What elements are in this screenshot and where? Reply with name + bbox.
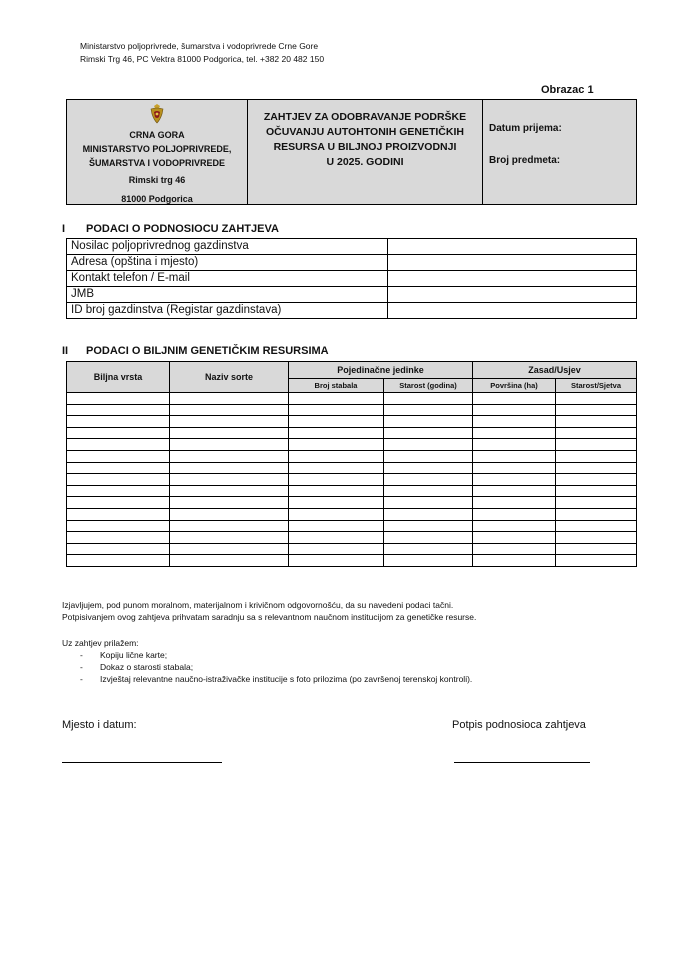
table-row: [67, 520, 637, 532]
table-cell[interactable]: [556, 485, 637, 497]
form-number: Obrazac 1: [541, 84, 594, 96]
form-header-box: [66, 99, 637, 205]
table-cell[interactable]: [67, 532, 170, 544]
declaration-line: Izjavljujem, pod punom moralnom, materijalnom i krivičnom odgovornošću, da su navedeni podaci tačni.: [62, 600, 454, 610]
attachments: [62, 637, 472, 685]
col-area-header: Površina (ha): [473, 379, 556, 393]
table-cell[interactable]: [67, 462, 170, 474]
table-cell[interactable]: [384, 543, 473, 555]
table-cell[interactable]: [556, 497, 637, 509]
table-cell[interactable]: [473, 474, 556, 486]
table-cell[interactable]: [473, 416, 556, 428]
table-cell[interactable]: [170, 393, 289, 405]
table-cell[interactable]: [67, 427, 170, 439]
field-value-cell[interactable]: [388, 255, 637, 271]
table-cell[interactable]: [384, 462, 473, 474]
section-title: PODACI O BILJNIM GENETIČKIM RESURSIMA: [86, 345, 329, 357]
table-row: [67, 485, 637, 497]
table-cell[interactable]: [289, 439, 384, 451]
table-cell[interactable]: [170, 485, 289, 497]
field-label: Nosilac poljoprivrednog gazdinstva: [67, 239, 388, 255]
table-cell[interactable]: [289, 427, 384, 439]
form-title: [248, 100, 483, 204]
table-cell[interactable]: [556, 439, 637, 451]
table-cell[interactable]: [170, 474, 289, 486]
table-cell[interactable]: [67, 543, 170, 555]
institution-city: 81000 Podgorica: [121, 194, 193, 204]
table-cell[interactable]: [289, 508, 384, 520]
field-value-cell[interactable]: [388, 239, 637, 255]
table-cell[interactable]: [556, 520, 637, 532]
table-cell[interactable]: [556, 393, 637, 405]
table-cell[interactable]: [67, 485, 170, 497]
table-row: [67, 393, 637, 405]
attachment-text: Izvještaj relevantne naučno-istraživačke institucije s foto prilozima (po završenoj terenskoj kontroli).: [100, 674, 473, 684]
field-label: Kontakt telefon / E-mail: [67, 271, 388, 287]
field-label: ID broj gazdinstva (Registar gazdinstava): [67, 303, 388, 319]
table-cell[interactable]: [289, 532, 384, 544]
table-cell[interactable]: [170, 497, 289, 509]
table-cell[interactable]: [473, 543, 556, 555]
field-label: JMB: [67, 287, 388, 303]
table-cell[interactable]: [170, 532, 289, 544]
receipt-date-label: Datum prijema:: [489, 123, 562, 134]
applicant-table: [66, 238, 637, 319]
signature-label: Potpis podnosioca zahtjeva: [452, 719, 586, 731]
form-title-line: U 2025. GODINI: [326, 156, 404, 168]
list-item: - Dokaz o starosti stabala;: [80, 662, 194, 672]
table-cell[interactable]: [384, 404, 473, 416]
table-cell[interactable]: [384, 485, 473, 497]
field-value-cell[interactable]: [388, 287, 637, 303]
table-cell[interactable]: [67, 416, 170, 428]
field-value-cell[interactable]: [388, 303, 637, 319]
table-cell[interactable]: [170, 404, 289, 416]
col-age-sowing-header: Starost/Sjetva: [556, 379, 637, 393]
institution-block: [67, 100, 248, 204]
table-row: [67, 462, 637, 474]
table-row: [67, 450, 637, 462]
declaration: [62, 599, 476, 623]
table-cell[interactable]: [384, 474, 473, 486]
table-cell[interactable]: [473, 462, 556, 474]
table-row: [67, 555, 637, 567]
table-cell[interactable]: [289, 555, 384, 567]
section-number: I: [62, 223, 66, 235]
table-cell[interactable]: [289, 543, 384, 555]
col-tree-count-header: Broj stabala: [289, 379, 384, 393]
table-cell[interactable]: [67, 497, 170, 509]
declaration-line: Potpisivanjem ovog zahtjeva prihvatam saradnju sa s relevantnom naučnom institucijom za genetičke resurse.: [62, 612, 477, 622]
table-cell[interactable]: [556, 427, 637, 439]
table-cell[interactable]: [473, 532, 556, 544]
table-cell[interactable]: [67, 450, 170, 462]
table-cell[interactable]: [67, 404, 170, 416]
table-cell[interactable]: [67, 520, 170, 532]
table-cell[interactable]: [556, 450, 637, 462]
table-cell[interactable]: [556, 532, 637, 544]
table-cell[interactable]: [473, 404, 556, 416]
table-cell[interactable]: [170, 416, 289, 428]
table-cell[interactable]: [473, 485, 556, 497]
table-cell[interactable]: [289, 416, 384, 428]
table-cell[interactable]: [473, 427, 556, 439]
table-cell[interactable]: [384, 497, 473, 509]
table-cell[interactable]: [384, 427, 473, 439]
table-cell[interactable]: [67, 439, 170, 451]
table-cell[interactable]: [289, 485, 384, 497]
list-item: - Kopiju lične karte;: [80, 650, 168, 660]
table-cell[interactable]: [289, 462, 384, 474]
table-cell[interactable]: [384, 450, 473, 462]
table-cell[interactable]: [170, 555, 289, 567]
attachment-text: Kopiju lične karte;: [100, 650, 168, 660]
form-title-line: ZAHTJEV ZA ODOBRAVANJE PODRŠKE: [263, 111, 467, 123]
table-cell[interactable]: [556, 543, 637, 555]
group-plantation-header: Zasad/Usjev: [473, 362, 637, 379]
table-cell[interactable]: [289, 497, 384, 509]
table-row: [67, 404, 637, 416]
section-number: II: [62, 345, 69, 357]
field-label: Adresa (opština i mjesto): [67, 255, 388, 271]
ministry-header-line: Ministarstvo poljoprivrede, šumarstva i vodoprivrede Crne Gore: [80, 41, 319, 51]
table-cell[interactable]: [384, 393, 473, 405]
section-1-heading: [62, 223, 279, 235]
table-row: [67, 543, 637, 555]
table-row: [67, 497, 637, 509]
institution-country: CRNA GORA: [129, 130, 185, 140]
form-title-line: OČUVANJU AUTOHTONIH GENETIČKIH: [266, 126, 464, 138]
table-row: [67, 416, 637, 428]
place-date-line[interactable]: [62, 762, 222, 763]
institution-name-2: ŠUMARSTVA I VODOPRIVREDE: [88, 158, 225, 168]
table-cell[interactable]: [473, 393, 556, 405]
table-cell[interactable]: [473, 520, 556, 532]
table-cell[interactable]: [67, 393, 170, 405]
ministry-address-line: Rimski Trg 46, PC Vektra 81000 Podgorica, tel. +382 20 482 150: [80, 54, 325, 64]
table-cell[interactable]: [170, 450, 289, 462]
table-row: [67, 508, 637, 520]
table-row: [67, 474, 637, 486]
col-species-header: Biljna vrsta: [67, 362, 170, 393]
list-item: - Izvještaj relevantne naučno-istraživačke institucije s foto prilozima (po završenoj terenskoj kontroli).: [80, 674, 473, 684]
table-cell[interactable]: [170, 543, 289, 555]
table-cell[interactable]: [289, 393, 384, 405]
table-cell[interactable]: [289, 520, 384, 532]
table-cell[interactable]: [384, 532, 473, 544]
col-age-header: Starost (godina): [384, 379, 473, 393]
table-row: [67, 532, 637, 544]
table-cell[interactable]: [67, 508, 170, 520]
group-individual-header: Pojedinačne jedinke: [289, 362, 473, 379]
place-date-label: Mjesto i datum:: [62, 719, 137, 731]
table-cell[interactable]: [473, 508, 556, 520]
table-cell[interactable]: [289, 404, 384, 416]
table-cell[interactable]: [170, 508, 289, 520]
table-cell[interactable]: [170, 427, 289, 439]
form-title-line: RESURSA U BILJNOJ PROIZVODNJI: [273, 141, 457, 153]
table-cell[interactable]: [384, 416, 473, 428]
table-row: [67, 439, 637, 451]
table-cell[interactable]: [556, 555, 637, 567]
table-cell[interactable]: [556, 508, 637, 520]
field-value-cell[interactable]: [388, 271, 637, 287]
table-cell[interactable]: [170, 520, 289, 532]
coat-of-arms-icon: [149, 104, 165, 124]
resources-table-body: [67, 393, 637, 567]
table-cell[interactable]: [384, 520, 473, 532]
table-cell[interactable]: [473, 439, 556, 451]
table-cell[interactable]: [473, 497, 556, 509]
institution-name-1: MINISTARSTVO POLJOPRIVREDE,: [82, 144, 232, 154]
table-cell[interactable]: [67, 474, 170, 486]
section-2-heading: [62, 345, 329, 357]
section-title: PODACI O PODNOSIOCU ZAHTJEVA: [86, 223, 279, 235]
table-cell[interactable]: [289, 474, 384, 486]
attachment-text: Dokaz o starosti stabala;: [100, 662, 194, 672]
table-cell[interactable]: [473, 450, 556, 462]
table-cell[interactable]: [170, 462, 289, 474]
table-row: [67, 427, 637, 439]
signature-line[interactable]: [454, 762, 590, 763]
table-cell[interactable]: [384, 555, 473, 567]
institution-street: Rimski trg 46: [128, 175, 186, 185]
table-cell[interactable]: [384, 508, 473, 520]
receipt-info: [483, 100, 636, 204]
case-number-label: Broj predmeta:: [489, 155, 561, 166]
table-cell[interactable]: [289, 450, 384, 462]
table-cell[interactable]: [384, 439, 473, 451]
table-cell[interactable]: [556, 462, 637, 474]
table-cell[interactable]: [170, 439, 289, 451]
attachments-intro: Uz zahtjev prilažem:: [62, 638, 139, 648]
table-cell[interactable]: [67, 555, 170, 567]
table-cell[interactable]: [556, 474, 637, 486]
table-cell[interactable]: [556, 416, 637, 428]
resources-table: [66, 361, 637, 567]
table-cell[interactable]: [556, 404, 637, 416]
table-cell[interactable]: [473, 555, 556, 567]
col-variety-header: Naziv sorte: [170, 362, 289, 393]
